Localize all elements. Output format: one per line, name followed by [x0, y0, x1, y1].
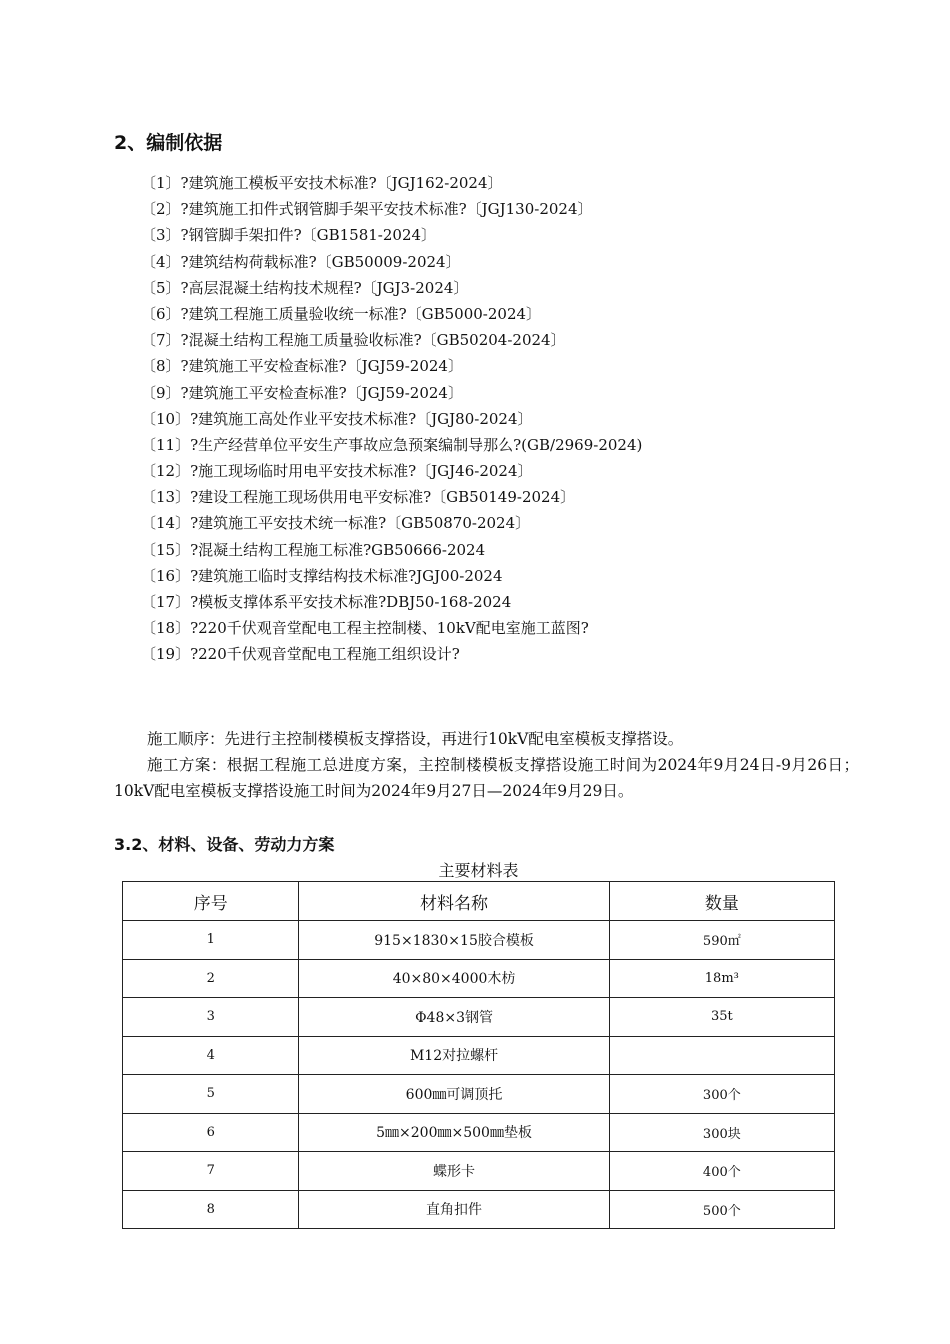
row-index: 2 [123, 959, 299, 998]
row-material-name: 蝶形卡 [299, 1152, 609, 1191]
reference-item: 〔2〕?建筑施工扣件式钢管脚手架平安技术标准?〔JGJ130-2024〕 [141, 200, 593, 219]
row-material-name: 40×80×4000木枋 [299, 959, 609, 998]
construction-order-paragraph: 施工顺序：先进行主控制楼模板支撑搭设，再进行10kV配电室模板支撑搭设。 [147, 730, 684, 748]
row-material-name: 直角扣件 [299, 1190, 609, 1229]
reference-item: 〔14〕?建筑施工平安技术统一标准?〔GB50870-2024〕 [141, 514, 531, 533]
row-index: 3 [123, 998, 299, 1037]
reference-item: 〔9〕?建筑施工平安检查标准?〔JGJ59-2024〕 [141, 383, 463, 402]
reference-item: 〔16〕?建筑施工临时支撑结构技术标准?JGJ00-2024 [141, 566, 503, 585]
reference-item: 〔8〕?建筑施工平安检查标准?〔JGJ59-2024〕 [141, 357, 463, 376]
row-material-name: M12对拉螺杆 [299, 1036, 609, 1075]
table-row [123, 998, 835, 1037]
table-row [123, 921, 835, 960]
reference-item: 〔12〕?施工现场临时用电平安技术标准?〔JGJ46-2024〕 [141, 462, 533, 481]
row-index: 6 [123, 1113, 299, 1152]
row-quantity: 300个 [609, 1075, 834, 1114]
row-index: 8 [123, 1190, 299, 1229]
header-index: 序号 [123, 882, 299, 921]
reference-item: 〔3〕?钢管脚手架扣件?〔GB1581-2024〕 [141, 226, 437, 245]
row-quantity [609, 1036, 834, 1075]
reference-item: 〔6〕?建筑工程施工质量验收统一标准?〔GB5000-2024〕 [141, 304, 542, 323]
materials-table [122, 881, 835, 1229]
section-heading: 2、编制依据 [114, 132, 223, 154]
table-row [123, 1152, 835, 1191]
row-material-name: Φ48×3钢管 [299, 998, 609, 1037]
subsection-heading: 3.2、材料、设备、劳动力方案 [114, 835, 335, 854]
reference-item: 〔7〕?混凝土结构工程施工质量验收标准?〔GB50204-2024〕 [141, 331, 566, 350]
reference-item: 〔4〕?建筑结构荷载标准?〔GB50009-2024〕 [141, 252, 461, 271]
reference-list [141, 170, 642, 668]
row-quantity: 300块 [609, 1113, 834, 1152]
row-quantity: 400个 [609, 1152, 834, 1191]
header-material-name: 材料名称 [299, 882, 609, 921]
row-index: 7 [123, 1152, 299, 1191]
reference-item: 〔13〕?建设工程施工现场供用电平安标准?〔GB50149-2024〕 [141, 488, 576, 507]
reference-item: 〔17〕?模板支撑体系平安技术标准?DBJ50-168-2024 [141, 593, 512, 611]
row-material-name: 5㎜×200㎜×500㎜垫板 [299, 1113, 609, 1152]
row-material-name: 600㎜可调顶托 [299, 1075, 609, 1114]
reference-item: 〔1〕?建筑施工模板平安技术标准?〔JGJ162-2024〕 [141, 174, 503, 192]
reference-item: 〔18〕?220千伏观音堂配电工程主控制楼、10kV配电室施工蓝图? [141, 619, 589, 638]
row-index: 5 [123, 1075, 299, 1114]
table-row [123, 1036, 835, 1075]
table-header-row [123, 882, 835, 921]
reference-item: 〔19〕?220千伏观音堂配电工程施工组织设计? [141, 645, 460, 664]
table-row [123, 1190, 835, 1229]
row-material-name: 915×1830×15胶合模板 [299, 921, 609, 960]
construction-plan-paragraph: 施工方案：根据工程施工总进度方案，主控制楼模板支撑搭设施工时间为2024年9月24日-9月26日；10kV配电室模板支撑搭设施工时间为2024年9月27日—2024年9月29日。 [114, 756, 859, 800]
row-quantity: 35t [609, 998, 834, 1037]
row-index: 4 [123, 1036, 299, 1075]
reference-item: 〔15〕?混凝土结构工程施工标准?GB50666-2024 [141, 540, 486, 559]
header-quantity: 数量 [609, 882, 834, 921]
reference-item: 〔5〕?高层混凝土结构技术规程?〔JGJ3-2024〕 [141, 278, 469, 297]
table-row [123, 959, 835, 998]
reference-item: 〔10〕?建筑施工高处作业平安技术标准?〔JGJ80-2024〕 [141, 409, 533, 428]
row-quantity: 590㎡ [609, 921, 834, 960]
table-row [123, 1113, 835, 1152]
row-quantity: 18m³ [609, 959, 834, 998]
table-caption: 主要材料表 [438, 861, 519, 880]
reference-item: 〔11〕?生产经营单位平安生产事故应急预案编制导那么?(GB/2969-2024) [141, 435, 643, 454]
table-row [123, 1075, 835, 1114]
row-index: 1 [123, 921, 299, 960]
row-quantity: 500个 [609, 1190, 834, 1229]
